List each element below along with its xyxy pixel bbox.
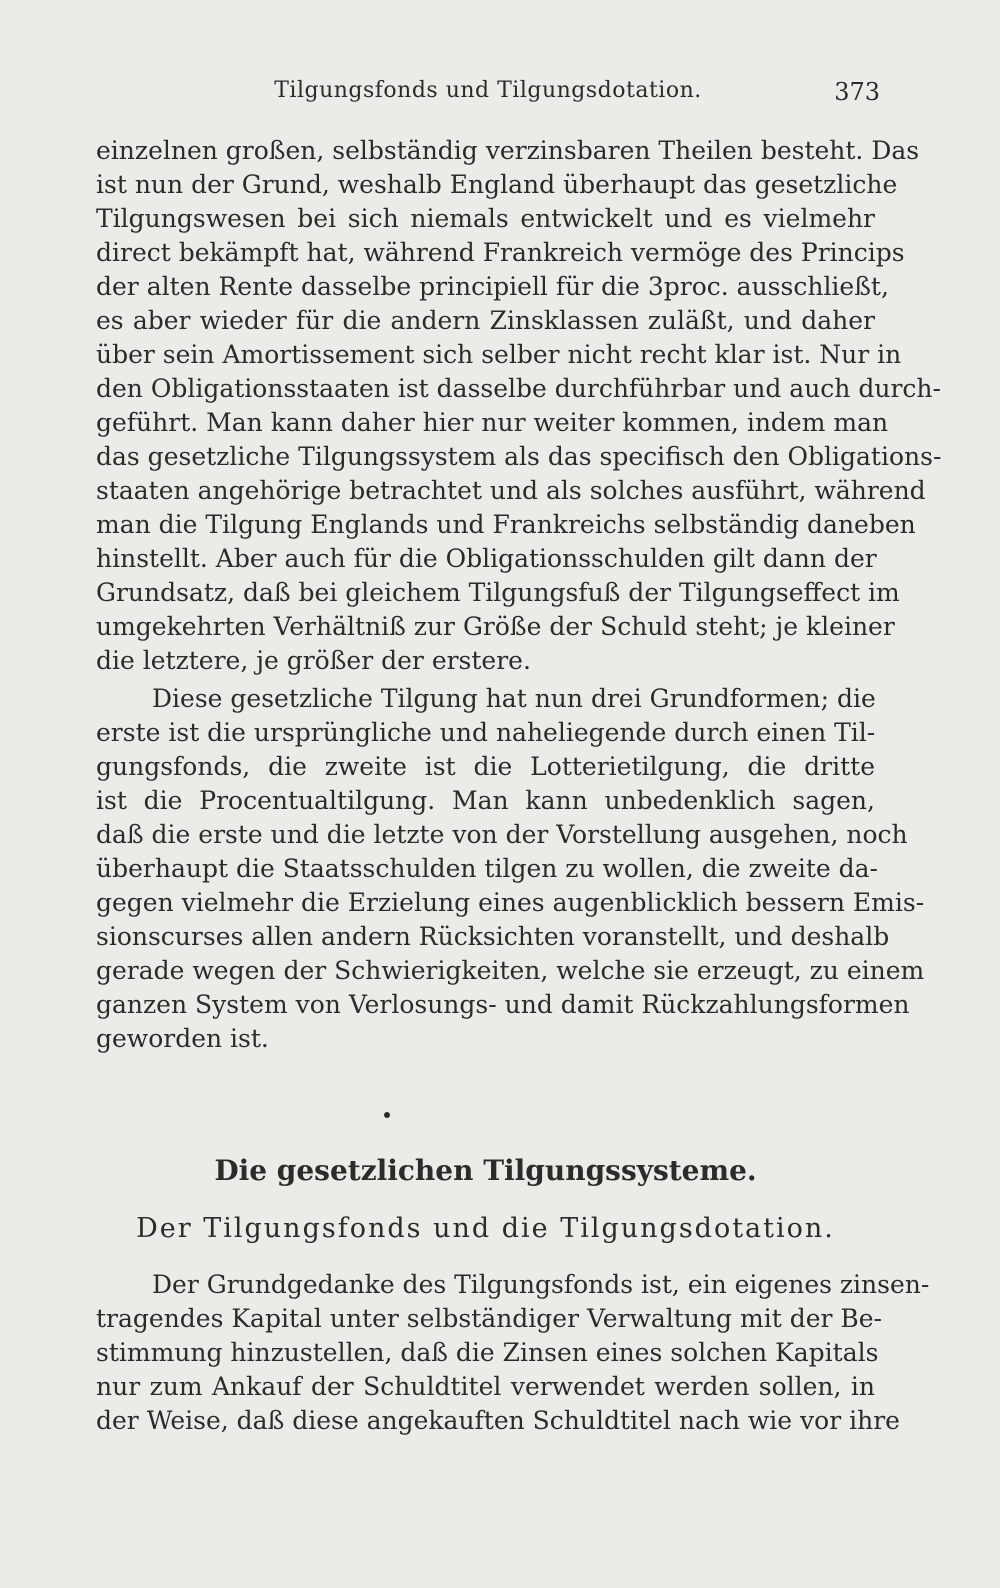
text-line: Grundsatz, daß bei gleichem Tilgungsfuß der Tilgungseffect im [96,578,900,607]
text-line: daß die erste und die letzte von der Vorstellung ausgehen, noch [96,820,908,849]
text-line: über sein Amortissement sich selber nicht recht klar ist. Nur in [96,340,902,369]
running-title: Tilgungsfonds und Tilgungsdotation. [274,78,702,103]
text-line: Tilgungswesen bei sich niemals entwickelt und es vielmehr [96,204,875,233]
text-line: geführt. Man kann daher hier nur weiter kommen, indem man [96,408,889,437]
text-line: umgekehrten Verhältniß zur Größe der Schuld steht; je kleiner [96,612,895,641]
text-line: direct bekämpft hat, während Frankreich vermöge des Princips [96,238,905,267]
text-line: sionscurses allen andern Rücksichten voranstellt, und deshalb [96,922,890,951]
text-line: der Weise, daß diese angekauften Schuldtitel nach wie vor ihre [96,1406,900,1435]
text-line: ist nun der Grund, weshalb England überhaupt das gesetzliche [96,170,898,199]
ornament-dot [384,1112,390,1118]
text-line: Diese gesetzliche Tilgung hat nun drei Grundformen; die [152,684,876,713]
text-line: staaten angehörige betrachtet und als solches ausführt, während [96,476,926,505]
text-line: das gesetzliche Tilgungssystem als das specifisch den Obligations- [96,442,942,471]
text-line: nur zum Ankauf der Schuldtitel verwendet werden sollen, in [96,1372,875,1401]
text-line: die letztere, je größer der erstere. [96,646,531,675]
text-line: geworden ist. [96,1024,269,1053]
text-line: überhaupt die Staatsschulden tilgen zu wollen, die zweite da- [96,854,879,883]
page-number: 373 [834,78,880,106]
text-line: ganzen System von Verlosungs- und damit Rückzahlungsformen [96,990,910,1019]
text-line: tragendes Kapital unter selbständiger Verwaltung mit der Be- [96,1304,882,1333]
text-line: erste ist die ursprüngliche und naheliegende durch einen Til- [96,718,876,747]
subsection-title: Der Tilgungsfonds und die Tilgungsdotation. [136,1213,835,1244]
text-line: den Obligationsstaaten ist dasselbe durchführbar und auch durch- [96,374,941,403]
section-title: Die gesetzlichen Tilgungssysteme. [214,1154,757,1187]
text-line: ist die Procentualtilgung. Man kann unbedenklich sagen, [96,786,875,815]
text-line: der alten Rente dasselbe principiell für die 3proc. ausschließt, [96,272,889,301]
text-line: man die Tilgung Englands und Frankreichs selbständig daneben [96,510,916,539]
text-line: gungsfonds, die zweite ist die Lotterietilgung, die dritte [96,752,875,781]
text-line: gerade wegen der Schwierigkeiten, welche sie erzeugt, zu einem [96,956,925,985]
text-line: stimmung hinzustellen, daß die Zinsen eines solchen Kapitals [96,1338,879,1367]
text-line: einzelnen großen, selbständig verzinsbaren Theilen besteht. Das [96,136,920,165]
page-header [96,78,880,110]
text-line: gegen vielmehr die Erzielung eines augenblicklich bessern Emis- [96,888,925,917]
text-line: hinstellt. Aber auch für die Obligationsschulden gilt dann der [96,544,877,573]
text-line: Der Grundgedanke des Tilgungsfonds ist, ein eigenes zinsen- [152,1270,930,1299]
text-line: es aber wieder für die andern Zinsklassen zuläßt, und daher [96,306,875,335]
